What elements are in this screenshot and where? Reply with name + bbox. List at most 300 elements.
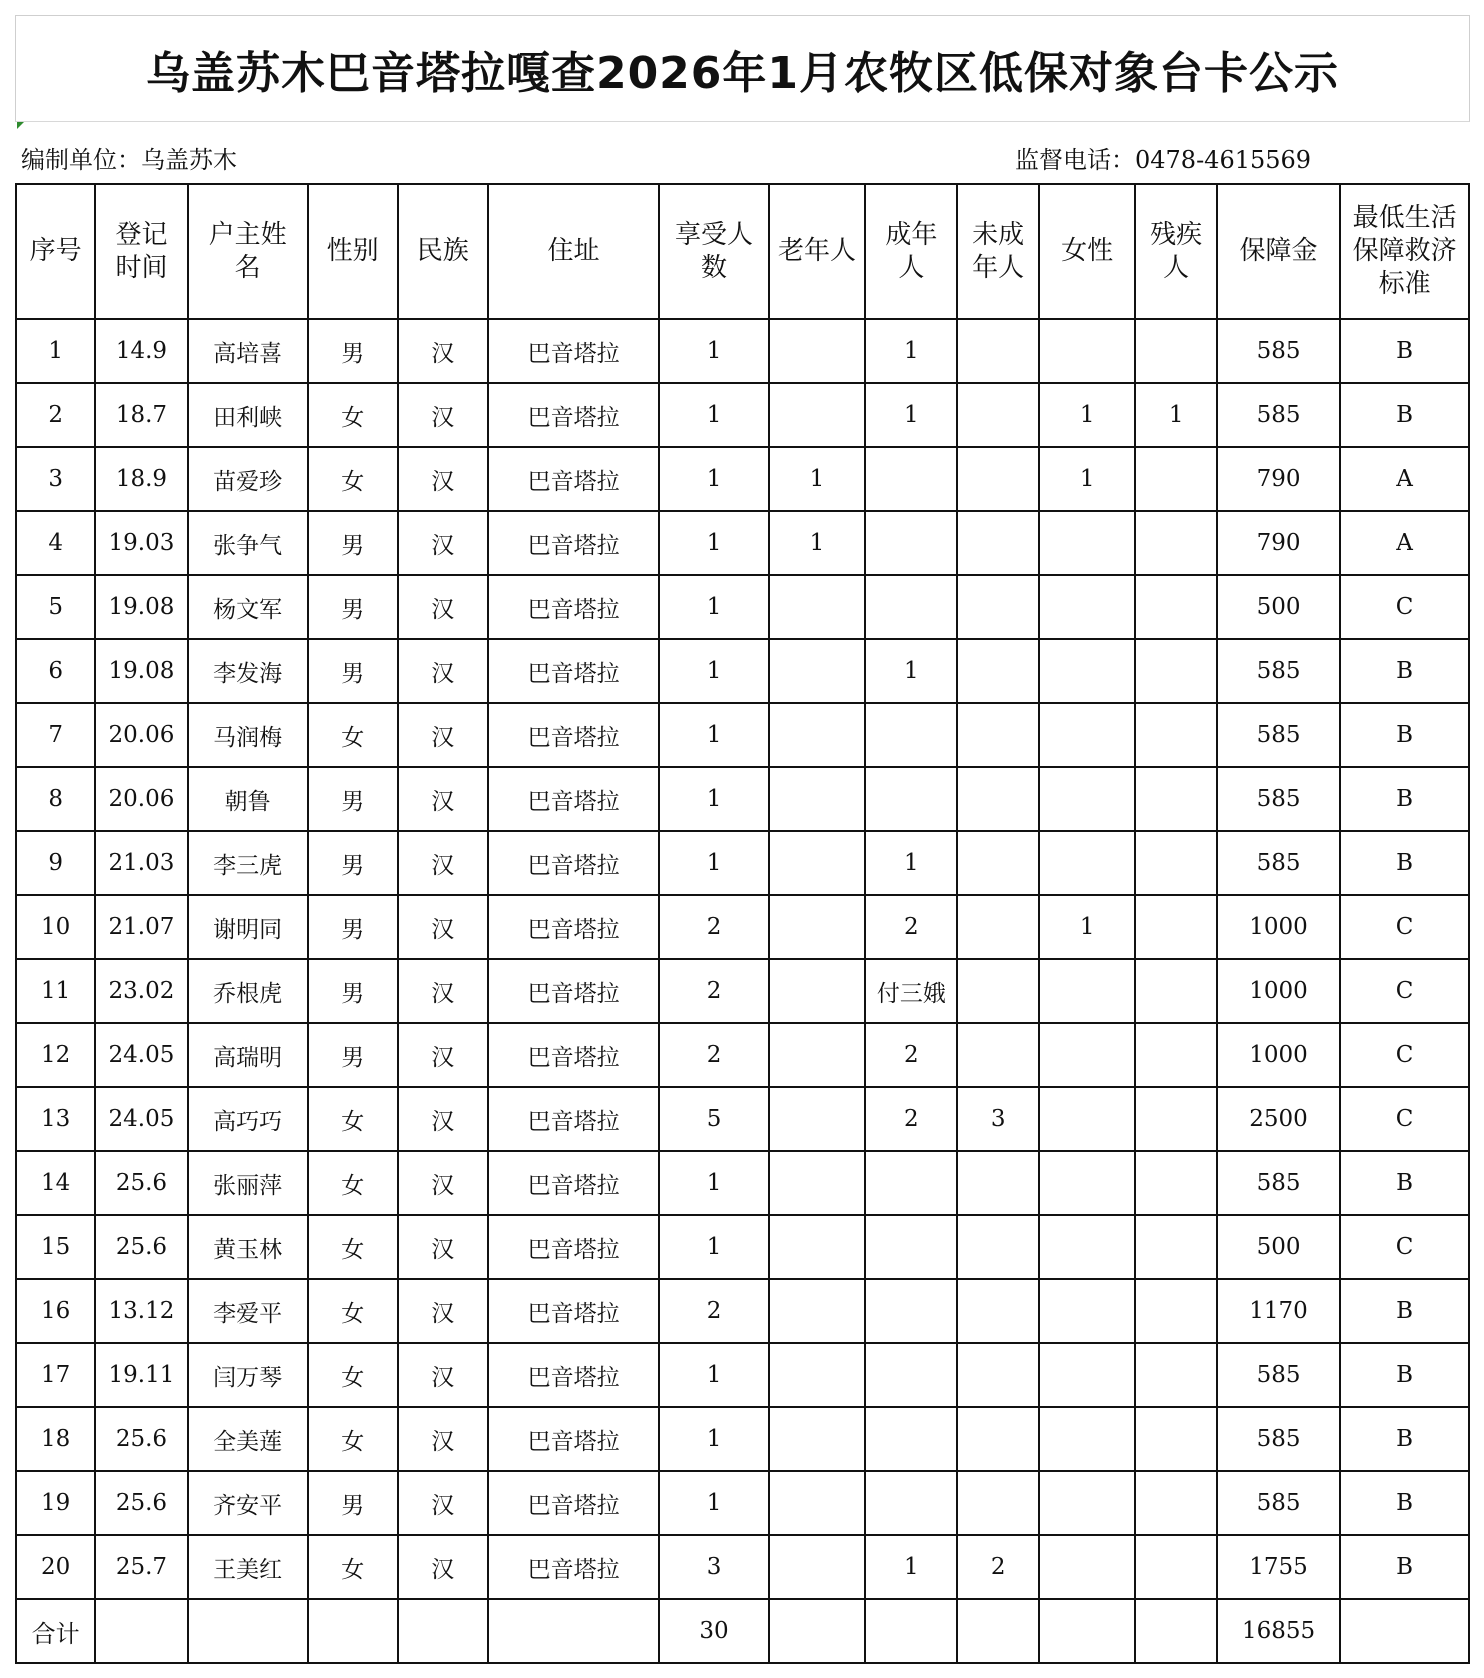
cell-amount: 585 (1217, 1471, 1340, 1535)
cell-reg-time: 19.08 (95, 639, 187, 703)
cell-address: 巴音塔拉 (488, 511, 660, 575)
table-row (16, 831, 1469, 895)
cell-disabled (1135, 703, 1216, 767)
cell-minors (957, 767, 1038, 831)
cell-minors (957, 1215, 1038, 1279)
cell-elderly (769, 1407, 866, 1471)
cell-gender: 女 (308, 383, 398, 447)
total-cell-female (1039, 1599, 1136, 1663)
cell-ethnicity: 汉 (398, 1535, 488, 1599)
cell-adults (865, 1215, 957, 1279)
cell-minors (957, 1279, 1038, 1343)
cell-seq: 4 (16, 511, 95, 575)
cell-female (1039, 639, 1136, 703)
cell-standard: A (1340, 511, 1469, 575)
cell-adults: 2 (865, 1087, 957, 1151)
table-row (16, 383, 1469, 447)
cell-reg-time: 20.06 (95, 703, 187, 767)
cell-ethnicity: 汉 (398, 1343, 488, 1407)
cell-elderly (769, 639, 866, 703)
meta-row (15, 122, 1470, 184)
cell-adults (865, 1343, 957, 1407)
cell-disabled (1135, 831, 1216, 895)
cell-gender: 男 (308, 511, 398, 575)
cell-ethnicity: 汉 (398, 575, 488, 639)
cell-standard: B (1340, 319, 1469, 383)
cell-ethnicity: 汉 (398, 447, 488, 511)
cell-adults: 付三娥 (865, 959, 957, 1023)
cell-seq: 3 (16, 447, 95, 511)
cell-standard: C (1340, 895, 1469, 959)
cell-address: 巴音塔拉 (488, 1343, 660, 1407)
cell-head-name: 谢明同 (188, 895, 308, 959)
cell-reg-time: 13.12 (95, 1279, 187, 1343)
cell-beneficiaries: 1 (659, 703, 768, 767)
cell-elderly: 1 (769, 511, 866, 575)
cell-head-name: 李爱平 (188, 1279, 308, 1343)
cell-standard: B (1340, 831, 1469, 895)
cell-adults (865, 511, 957, 575)
cell-standard: C (1340, 575, 1469, 639)
table-row (16, 767, 1469, 831)
total-cell-ethnicity (398, 1599, 488, 1663)
total-cell-head-name (188, 1599, 308, 1663)
cell-beneficiaries: 1 (659, 511, 768, 575)
cell-reg-time: 19.11 (95, 1343, 187, 1407)
cell-beneficiaries: 2 (659, 959, 768, 1023)
cell-address: 巴音塔拉 (488, 1215, 660, 1279)
cell-reg-time: 25.6 (95, 1215, 187, 1279)
cell-disabled (1135, 1215, 1216, 1279)
cell-seq: 20 (16, 1535, 95, 1599)
cell-reg-time: 21.03 (95, 831, 187, 895)
cell-gender: 女 (308, 1407, 398, 1471)
cell-beneficiaries: 1 (659, 1343, 768, 1407)
cell-amount: 1755 (1217, 1535, 1340, 1599)
cell-head-name: 苗爱珍 (188, 447, 308, 511)
cell-disabled (1135, 1535, 1216, 1599)
cell-ethnicity: 汉 (398, 1279, 488, 1343)
cell-gender: 男 (308, 1023, 398, 1087)
total-cell-reg-time (95, 1599, 187, 1663)
header-elderly: 老年人 (769, 184, 866, 319)
table-row (16, 575, 1469, 639)
cell-gender: 女 (308, 1151, 398, 1215)
cell-gender: 男 (308, 831, 398, 895)
cell-minors (957, 575, 1038, 639)
cell-reg-time: 20.06 (95, 767, 187, 831)
recipients-table (15, 183, 1470, 1664)
cell-ethnicity: 汉 (398, 1471, 488, 1535)
table-row (16, 1535, 1469, 1599)
header-beneficiaries: 享受人数 (659, 184, 768, 319)
cell-head-name: 朝鲁 (188, 767, 308, 831)
cell-reg-time: 19.03 (95, 511, 187, 575)
document-sheet (15, 15, 1470, 1648)
cell-minors (957, 447, 1038, 511)
cell-disabled (1135, 959, 1216, 1023)
cell-adults: 1 (865, 383, 957, 447)
table-row (16, 639, 1469, 703)
cell-seq: 18 (16, 1407, 95, 1471)
cell-gender: 女 (308, 703, 398, 767)
cell-elderly (769, 959, 866, 1023)
cell-standard: B (1340, 1471, 1469, 1535)
cell-beneficiaries: 1 (659, 1407, 768, 1471)
header-minors: 未成年人 (957, 184, 1038, 319)
table-row (16, 511, 1469, 575)
supervision-phone: 监督电话：0478-4615569 (1015, 146, 1312, 174)
cell-head-name: 杨文军 (188, 575, 308, 639)
total-row (16, 1599, 1469, 1663)
cell-standard: C (1340, 1215, 1469, 1279)
cell-address: 巴音塔拉 (488, 1023, 660, 1087)
cell-beneficiaries: 1 (659, 383, 768, 447)
cell-female: 1 (1039, 383, 1136, 447)
cell-beneficiaries: 5 (659, 1087, 768, 1151)
total-cell-adults (865, 1599, 957, 1663)
table-row (16, 959, 1469, 1023)
cell-female (1039, 1471, 1136, 1535)
cell-elderly (769, 575, 866, 639)
table-row (16, 319, 1469, 383)
cell-adults (865, 1279, 957, 1343)
cell-female (1039, 1407, 1136, 1471)
cell-reg-time: 24.05 (95, 1087, 187, 1151)
cell-amount: 790 (1217, 447, 1340, 511)
cell-adults (865, 1407, 957, 1471)
cell-disabled (1135, 895, 1216, 959)
cell-female (1039, 1535, 1136, 1599)
cell-disabled (1135, 639, 1216, 703)
cell-amount: 585 (1217, 1343, 1340, 1407)
cell-amount: 500 (1217, 1215, 1340, 1279)
cell-beneficiaries: 2 (659, 895, 768, 959)
cell-gender: 女 (308, 447, 398, 511)
cell-ethnicity: 汉 (398, 1087, 488, 1151)
cell-ethnicity: 汉 (398, 639, 488, 703)
cell-female (1039, 1343, 1136, 1407)
cell-female (1039, 959, 1136, 1023)
cell-seq: 5 (16, 575, 95, 639)
cell-adults: 1 (865, 319, 957, 383)
cell-gender: 男 (308, 639, 398, 703)
cell-amount: 1000 (1217, 1023, 1340, 1087)
cell-seq: 7 (16, 703, 95, 767)
cell-female (1039, 511, 1136, 575)
header-reg-time: 登记时间 (95, 184, 187, 319)
cell-head-name: 李发海 (188, 639, 308, 703)
total-cell-gender (308, 1599, 398, 1663)
cell-female (1039, 831, 1136, 895)
cell-disabled (1135, 1023, 1216, 1087)
cell-gender: 女 (308, 1215, 398, 1279)
cell-seq: 9 (16, 831, 95, 895)
cell-amount: 585 (1217, 767, 1340, 831)
cell-female (1039, 1215, 1136, 1279)
header-gender: 性别 (308, 184, 398, 319)
cell-amount: 1000 (1217, 895, 1340, 959)
cell-female: 1 (1039, 447, 1136, 511)
cell-address: 巴音塔拉 (488, 639, 660, 703)
cell-elderly (769, 1215, 866, 1279)
cell-adults: 2 (865, 1023, 957, 1087)
cell-head-name: 高瑞明 (188, 1023, 308, 1087)
cell-reg-time: 23.02 (95, 959, 187, 1023)
cell-adults (865, 1151, 957, 1215)
cell-minors: 3 (957, 1087, 1038, 1151)
header-standard: 最低生活保障救济标准 (1340, 184, 1469, 319)
cell-disabled (1135, 1343, 1216, 1407)
header-amount: 保障金 (1217, 184, 1340, 319)
cell-seq: 11 (16, 959, 95, 1023)
cell-seq: 19 (16, 1471, 95, 1535)
cell-address: 巴音塔拉 (488, 1471, 660, 1535)
cell-elderly (769, 703, 866, 767)
cell-head-name: 张丽萍 (188, 1151, 308, 1215)
cell-minors (957, 1471, 1038, 1535)
total-cell-elderly (769, 1599, 866, 1663)
cell-elderly (769, 1279, 866, 1343)
cell-seq: 6 (16, 639, 95, 703)
cell-adults: 2 (865, 895, 957, 959)
cell-minors (957, 1023, 1038, 1087)
total-label: 合计 (16, 1599, 95, 1663)
header-head-name: 户主姓名 (188, 184, 308, 319)
cell-minors (957, 383, 1038, 447)
title-row (15, 15, 1470, 122)
cell-head-name: 张争气 (188, 511, 308, 575)
cell-disabled (1135, 511, 1216, 575)
cell-elderly (769, 1023, 866, 1087)
cell-gender: 男 (308, 575, 398, 639)
cell-standard: B (1340, 1535, 1469, 1599)
cell-minors (957, 959, 1038, 1023)
header-ethnicity: 民族 (398, 184, 488, 319)
cell-beneficiaries: 1 (659, 1215, 768, 1279)
cell-standard: B (1340, 1151, 1469, 1215)
cell-seq: 13 (16, 1087, 95, 1151)
cell-minors (957, 703, 1038, 767)
cell-ethnicity: 汉 (398, 959, 488, 1023)
table-row (16, 895, 1469, 959)
cell-standard: C (1340, 959, 1469, 1023)
cell-gender: 男 (308, 767, 398, 831)
cell-amount: 1000 (1217, 959, 1340, 1023)
cell-ethnicity: 汉 (398, 511, 488, 575)
cell-ethnicity: 汉 (398, 1023, 488, 1087)
total-cell-amount: 16855 (1217, 1599, 1340, 1663)
cell-elderly (769, 1535, 866, 1599)
cell-amount: 2500 (1217, 1087, 1340, 1151)
cell-female: 1 (1039, 895, 1136, 959)
cell-standard: B (1340, 703, 1469, 767)
cell-ethnicity: 汉 (398, 1215, 488, 1279)
cell-standard: B (1340, 639, 1469, 703)
table-body (16, 319, 1469, 1663)
cell-seq: 1 (16, 319, 95, 383)
cell-ethnicity: 汉 (398, 767, 488, 831)
cell-elderly (769, 383, 866, 447)
cell-seq: 10 (16, 895, 95, 959)
table-row (16, 1471, 1469, 1535)
cell-female (1039, 575, 1136, 639)
table-row (16, 703, 1469, 767)
cell-disabled: 1 (1135, 383, 1216, 447)
cell-elderly (769, 1471, 866, 1535)
cell-beneficiaries: 1 (659, 831, 768, 895)
cell-adults (865, 1471, 957, 1535)
total-cell-minors (957, 1599, 1038, 1663)
cell-seq: 17 (16, 1343, 95, 1407)
cell-disabled (1135, 575, 1216, 639)
total-cell-beneficiaries: 30 (659, 1599, 768, 1663)
cell-address: 巴音塔拉 (488, 1535, 660, 1599)
cell-address: 巴音塔拉 (488, 447, 660, 511)
cell-minors (957, 639, 1038, 703)
cell-amount: 585 (1217, 1151, 1340, 1215)
cell-female (1039, 1279, 1136, 1343)
header-female: 女性 (1039, 184, 1136, 319)
cell-female (1039, 767, 1136, 831)
cell-amount: 1170 (1217, 1279, 1340, 1343)
cell-amount: 585 (1217, 383, 1340, 447)
cell-beneficiaries: 2 (659, 1023, 768, 1087)
cell-head-name: 王美红 (188, 1535, 308, 1599)
cell-reg-time: 25.7 (95, 1535, 187, 1599)
cell-head-name: 马润梅 (188, 703, 308, 767)
cell-gender: 男 (308, 319, 398, 383)
cell-reg-time: 25.6 (95, 1407, 187, 1471)
cell-female (1039, 1023, 1136, 1087)
cell-beneficiaries: 1 (659, 767, 768, 831)
table-row (16, 1407, 1469, 1471)
cell-beneficiaries: 3 (659, 1535, 768, 1599)
cell-standard: B (1340, 767, 1469, 831)
cell-head-name: 高培喜 (188, 319, 308, 383)
cell-reg-time: 25.6 (95, 1471, 187, 1535)
cell-gender: 女 (308, 1087, 398, 1151)
cell-reg-time: 18.7 (95, 383, 187, 447)
cell-minors (957, 1343, 1038, 1407)
cell-reg-time: 19.08 (95, 575, 187, 639)
header-address: 住址 (488, 184, 660, 319)
cell-gender: 男 (308, 1471, 398, 1535)
cell-head-name: 闫万琴 (188, 1343, 308, 1407)
cell-head-name: 李三虎 (188, 831, 308, 895)
cell-elderly (769, 1087, 866, 1151)
cell-address: 巴音塔拉 (488, 767, 660, 831)
cell-elderly (769, 831, 866, 895)
cell-minors (957, 1407, 1038, 1471)
table-row (16, 1343, 1469, 1407)
cell-seq: 16 (16, 1279, 95, 1343)
total-cell-disabled (1135, 1599, 1216, 1663)
cell-head-name: 齐安平 (188, 1471, 308, 1535)
cell-adults (865, 767, 957, 831)
cell-beneficiaries: 1 (659, 639, 768, 703)
cell-amount: 585 (1217, 319, 1340, 383)
cell-beneficiaries: 2 (659, 1279, 768, 1343)
header-adults: 成年人 (865, 184, 957, 319)
table-row (16, 447, 1469, 511)
cell-elderly (769, 1343, 866, 1407)
cell-reg-time: 25.6 (95, 1151, 187, 1215)
cell-minors (957, 831, 1038, 895)
cell-address: 巴音塔拉 (488, 1279, 660, 1343)
total-cell-address (488, 1599, 660, 1663)
cell-head-name: 黄玉林 (188, 1215, 308, 1279)
cell-standard: B (1340, 1407, 1469, 1471)
cell-ethnicity: 汉 (398, 1407, 488, 1471)
cell-address: 巴音塔拉 (488, 831, 660, 895)
cell-minors (957, 319, 1038, 383)
table-row (16, 1151, 1469, 1215)
cell-amount: 500 (1217, 575, 1340, 639)
cell-amount: 585 (1217, 1407, 1340, 1471)
cell-gender: 男 (308, 895, 398, 959)
cell-amount: 790 (1217, 511, 1340, 575)
cell-amount: 585 (1217, 703, 1340, 767)
cell-gender: 男 (308, 959, 398, 1023)
cell-seq: 2 (16, 383, 95, 447)
cell-adults: 1 (865, 831, 957, 895)
cell-female (1039, 1087, 1136, 1151)
cell-gender: 女 (308, 1343, 398, 1407)
cell-address: 巴音塔拉 (488, 1151, 660, 1215)
cell-elderly (769, 1151, 866, 1215)
cell-ethnicity: 汉 (398, 383, 488, 447)
cell-address: 巴音塔拉 (488, 895, 660, 959)
cell-disabled (1135, 1279, 1216, 1343)
cell-disabled (1135, 767, 1216, 831)
cell-gender: 女 (308, 1535, 398, 1599)
cell-disabled (1135, 1471, 1216, 1535)
cell-beneficiaries: 1 (659, 447, 768, 511)
cell-disabled (1135, 1087, 1216, 1151)
cell-adults: 1 (865, 1535, 957, 1599)
cell-minors (957, 511, 1038, 575)
cell-beneficiaries: 1 (659, 1471, 768, 1535)
cell-address: 巴音塔拉 (488, 1407, 660, 1471)
cell-address: 巴音塔拉 (488, 1087, 660, 1151)
cell-minors (957, 895, 1038, 959)
cell-beneficiaries: 1 (659, 1151, 768, 1215)
cell-elderly: 1 (769, 447, 866, 511)
cell-minors (957, 1151, 1038, 1215)
cell-head-name: 田利峡 (188, 383, 308, 447)
table-header-row (16, 184, 1469, 319)
cell-elderly (769, 895, 866, 959)
cell-head-name: 乔根虎 (188, 959, 308, 1023)
cell-disabled (1135, 447, 1216, 511)
cell-female (1039, 703, 1136, 767)
cell-reg-time: 21.07 (95, 895, 187, 959)
cell-head-name: 高巧巧 (188, 1087, 308, 1151)
cell-female (1039, 319, 1136, 383)
table-row (16, 1087, 1469, 1151)
cell-standard: A (1340, 447, 1469, 511)
header-seq: 序号 (16, 184, 95, 319)
cell-standard: B (1340, 1279, 1469, 1343)
cell-reg-time: 18.9 (95, 447, 187, 511)
cell-seq: 12 (16, 1023, 95, 1087)
cell-adults: 1 (865, 639, 957, 703)
table-row (16, 1023, 1469, 1087)
cell-address: 巴音塔拉 (488, 319, 660, 383)
cell-address: 巴音塔拉 (488, 703, 660, 767)
cell-adults (865, 703, 957, 767)
